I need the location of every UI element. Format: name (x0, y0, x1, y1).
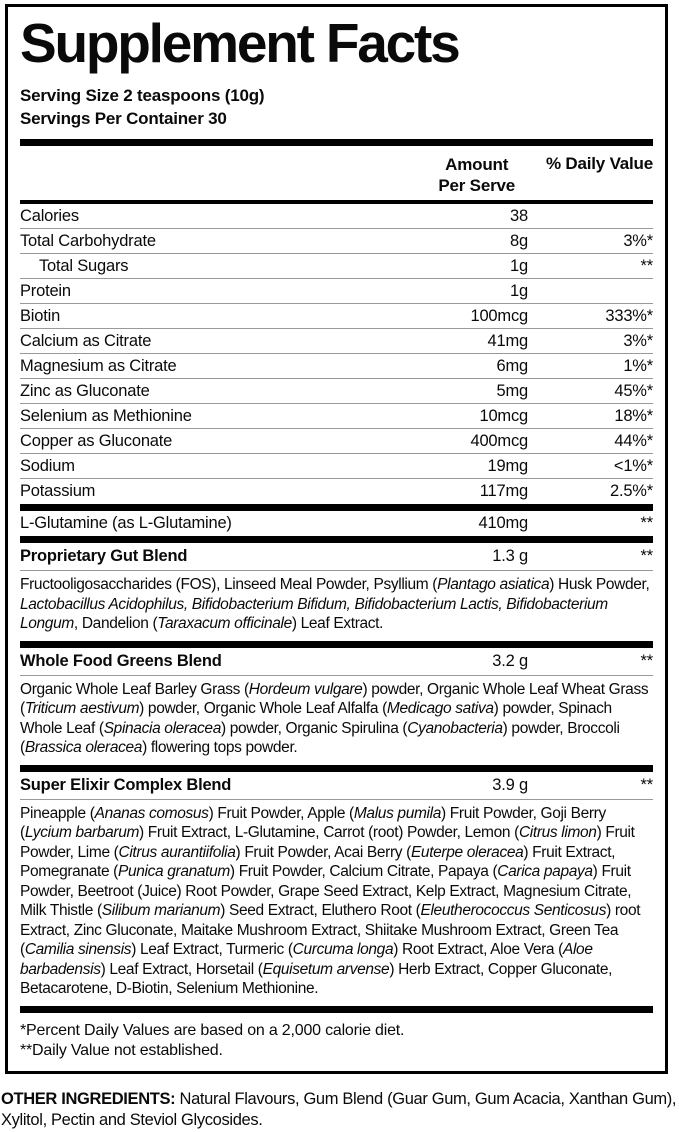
servings-per-container: Servings Per Container 30 (20, 109, 227, 128)
nutrient-daily-value: 2.5%* (609, 482, 653, 500)
nutrient-daily-value: ** (640, 514, 653, 532)
nutrient-row (20, 429, 653, 454)
nutrient-amount: 6mg (496, 356, 528, 375)
blend-amount: 1.3 g (492, 547, 528, 565)
amount-column-header-line2: Per Serve (438, 176, 515, 195)
section-divider-bar (20, 641, 653, 648)
nutrient-name: Magnesium as Citrate (20, 356, 177, 375)
blend-description: Fructooligosaccharides (FOS), Linseed Meal Powder, Psyllium (Plantago asiatica) Husk Powder, Lactobacillus Acidophilus, Bifidobacterium Bifidum, Bifidobacterium Lactis, Bifidobacterium Longum, Dandelion (Taraxacum officinale) Leaf Extract. (20, 576, 650, 632)
nutrient-row (20, 229, 653, 254)
nutrient-amount: 400mcg (470, 431, 528, 450)
nutrient-daily-value: 18%* (614, 406, 653, 425)
footnote-divider-bar (20, 1006, 653, 1013)
nutrient-daily-value: 44%* (614, 431, 653, 450)
nutrient-amount: 117mg (479, 482, 528, 500)
nutrient-name: Potassium (20, 482, 96, 500)
other-ingredients-label: OTHER INGREDIENTS: (1, 1089, 176, 1108)
nutrient-daily-value: ** (640, 256, 653, 275)
nutrient-name: Protein (20, 281, 71, 300)
nutrient-amount: 5mg (496, 381, 528, 400)
nutrient-amount: 8g (510, 231, 528, 250)
nutrient-name: Biotin (20, 306, 61, 325)
header-top-bar (20, 139, 653, 146)
nutrient-daily-value: 3%* (623, 231, 653, 250)
nutrient-name: Copper as Gluconate (20, 431, 173, 450)
nutrient-row (20, 479, 653, 504)
blend-amount: 3.2 g (492, 651, 528, 670)
nutrient-amount: 38 (510, 206, 528, 225)
section-divider-bar (20, 765, 653, 772)
nutrient-daily-value: 45%* (614, 381, 653, 400)
blend-daily-value: ** (640, 775, 653, 794)
standalone-row (20, 511, 653, 536)
nutrient-amount: 100mcg (470, 306, 528, 325)
nutrient-amount: 10mcg (479, 406, 528, 425)
nutrient-name: Calories (20, 206, 79, 225)
amount-column-header-line1: Amount (445, 155, 509, 174)
nutrient-daily-value: 3%* (623, 331, 653, 350)
nutrient-name: Selenium as Methionine (20, 406, 192, 425)
nutrient-name: Total Carbohydrate (20, 231, 156, 250)
nutrient-daily-value: <1%* (613, 456, 653, 475)
nutrient-amount: 1g (510, 281, 528, 300)
section-divider-bar (20, 536, 653, 543)
nutrient-row (20, 254, 653, 279)
nutrient-row (20, 329, 653, 354)
blend-amount: 3.9 g (492, 775, 528, 794)
nutrient-name: Total Sugars (39, 256, 129, 275)
footnotes (20, 1013, 653, 1061)
blend-daily-value: ** (640, 547, 653, 565)
nutrient-row (20, 204, 653, 229)
column-header-row (20, 146, 653, 200)
blend-header (20, 772, 653, 800)
other-ingredients-text: Natural Flavours, Gum Blend (Guar Gum, Gum Acacia, Xanthan Gum), Xylitol, Pectin and Steviol Glycosides. (1, 1089, 677, 1129)
blend-header (20, 543, 653, 571)
nutrient-name: L-Glutamine (as L-Glutamine) (20, 514, 232, 532)
blend-description: Pineapple (Ananas comosus) Fruit Powder, Apple (Malus pumila) Fruit Powder, Goji Berry (Lycium barbarum) Fruit Extract, L-Glutamine, Carrot (root) Powder, Lemon (Citrus limon) Fruit Powder, Lime (Citrus aurantiifolia) Fruit Powder, Acai Berry (Euterpe oleracea) Fruit Extract, Pomegranate (Punica granatum) Fruit Powder, Calcium Citrate, Papaya (Carica papaya) Fruit Powder, Beetroot (Juice) Root Powder, Grape Seed Extract, Kelp Extract, Magnesium Citrate, Milk Thistle (Silibum marianum) Seed Extract, Eluthero Root (Eleutherococcus Senticosus) root Extract, Zinc Gluconate, Maitake Mushroom Extract, Shiitake Mushroom Extract, Green Tea (Camilia sinensis) Leaf Extract, Turmeric (Curcuma longa) Root Extract, Aloe Vera (Aloe barbadensis) Leaf Extract, Horsetail (Equisetum arvense) Herb Extract, Copper Gluconate, Betacarotene, D-Biotin, Selenium Methionine. (20, 804, 641, 997)
blend-header (20, 648, 653, 676)
footnote: *Percent Daily Values are based on a 2,000 calorie diet. (20, 1021, 405, 1039)
nutrient-daily-value: 1%* (623, 356, 653, 375)
amount-column-header (438, 154, 515, 196)
blend-name: Proprietary Gut Blend (20, 547, 188, 565)
nutrient-row (20, 404, 653, 429)
nutrient-name: Zinc as Gluconate (20, 381, 150, 400)
glutamine-top-bar (20, 504, 653, 511)
blend-sections (20, 536, 653, 1006)
other-ingredients (1, 1089, 678, 1132)
blend-daily-value: ** (640, 651, 653, 670)
supplement-facts-label (5, 4, 668, 1074)
nutrient-daily-value: 333%* (605, 306, 653, 325)
serving-size: Serving Size 2 teaspoons (10g) (20, 86, 265, 105)
nutrient-row (20, 354, 653, 379)
nutrient-row (20, 304, 653, 329)
nutrient-table (20, 204, 653, 504)
nutrient-amount: 19mg (487, 456, 528, 475)
page-title: Supplement Facts (20, 12, 459, 74)
nutrient-amount: 410mg (478, 514, 528, 532)
nutrient-name: Sodium (20, 456, 75, 475)
nutrient-amount: 1g (510, 256, 528, 275)
blend-name: Whole Food Greens Blend (20, 651, 222, 670)
nutrient-name: Calcium as Citrate (20, 331, 152, 350)
blend-description: Organic Whole Leaf Barley Grass (Hordeum vulgare) powder, Organic Whole Leaf Wheat Grass (Triticum aestivum) powder, Organic Whole Leaf Alfalfa (Medicago sativa) powder, Spinach Whole Leaf (Spinacia oleracea) powder, Organic Spirulina (Cyanobacteria) powder, Broccoli (Brassica oleracea) flowering tops powder. (20, 680, 649, 756)
daily-value-column-header: % Daily Value (545, 154, 653, 173)
nutrient-amount: 41mg (487, 331, 528, 350)
nutrient-row (20, 454, 653, 479)
nutrient-row (20, 279, 653, 304)
blend-name: Super Elixir Complex Blend (20, 775, 232, 794)
nutrient-row (20, 379, 653, 404)
footnote: **Daily Value not established. (20, 1041, 223, 1059)
